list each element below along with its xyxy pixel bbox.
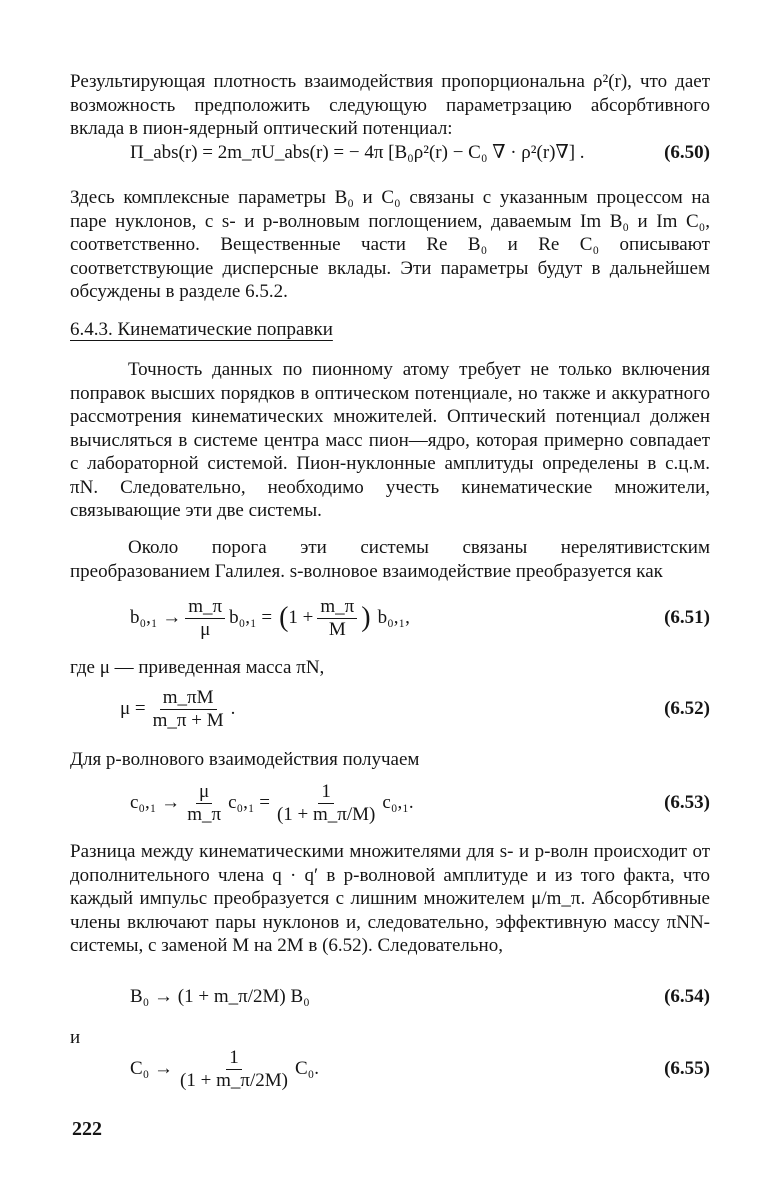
equation-6-52-number: (6.52): [664, 698, 710, 720]
equation-6-54: [70, 972, 710, 1022]
eq655-part-e: C₀.: [294, 1058, 320, 1080]
equation-6-52: [70, 680, 710, 738]
eq651-open-paren: (: [272, 602, 289, 633]
page-number: 222: [72, 1118, 102, 1140]
eq652-numerator: m_πM: [160, 687, 217, 710]
eq651-part-e: b₀,₁,: [377, 607, 410, 629]
eq651-part-b: b₀,₁ =: [229, 607, 273, 629]
equation-6-55-number: (6.55): [664, 1058, 710, 1080]
eq652-part-a: μ =: [120, 698, 146, 720]
eq651-f1-denominator: μ: [200, 618, 211, 640]
equation-6-54-body: B₀ → (1 + m_π/2M) B₀: [130, 986, 310, 1008]
eq653-part-b: c₀,₁ =: [228, 792, 270, 814]
eq651-fraction-2: [317, 596, 357, 641]
eq651-f2-numerator: m_π: [317, 596, 357, 619]
eq653-fraction-2: [274, 781, 378, 826]
eq651-f2-denominator: M: [328, 618, 346, 640]
equation-6-52-body: [120, 687, 235, 732]
eq653-f2-numerator: 1: [318, 781, 334, 804]
paragraph-3: Точность данных по пионному атому требует не только включения поправок высших порядков в оптическом потенциале, но также и аккуратного рассмотрения кинематических множителей. Оптический потенциал должен вычисляться в системе центра масс пион—ядро, которая примерно совпадает с лабораторной системой. Пион-нуклонные амплитуды определены в с.ц.м. πN. Следовательно, необходимо учесть кинематические множители, связывающие эти две системы.: [70, 359, 710, 521]
eq653-part-a: c₀,₁ →: [130, 792, 181, 814]
conjunction-and: и: [70, 1027, 81, 1048]
eq653-part-e: c₀,₁.: [382, 792, 414, 814]
equation-6-51-number: (6.51): [664, 607, 710, 629]
section-heading: 6.4.3. Кинематические поправки: [70, 319, 333, 340]
eq653-f1-numerator: μ: [196, 781, 212, 804]
equation-6-50-body: Π_abs(r) = 2m_πU_abs(r) = − 4π [B₀ρ²(r) − C₀ ∇ · ρ²(r)∇] .: [130, 142, 585, 164]
equation-6-53: [70, 774, 710, 832]
eq651-fraction-1: [185, 596, 225, 641]
paragraph-6: Для p-волнового взаимодействия получаем: [70, 749, 420, 770]
equation-6-55-body: [130, 1047, 319, 1092]
eq655-fraction: [177, 1047, 291, 1092]
eq651-part-c: 1 +: [288, 607, 314, 629]
eq651-close-paren: ): [361, 602, 378, 633]
equation-6-51-body: [130, 596, 410, 641]
equation-6-54-number: (6.54): [664, 986, 710, 1008]
eq655-numerator: 1: [226, 1047, 242, 1070]
paragraph-4: Около порога эти системы связаны нерелятивистским преобразованием Галилея. s-волновое взаимодействие преобразуется как: [70, 537, 710, 582]
equation-6-53-number: (6.53): [664, 792, 710, 814]
equation-6-51: [70, 588, 710, 648]
eq651-f1-numerator: m_π: [185, 596, 225, 619]
equation-6-53-body: [130, 781, 414, 826]
equation-6-55: [70, 1040, 710, 1098]
paragraph-2: Здесь комплексные параметры B₀ и C₀ связаны с указанным процессом на паре нуклонов, с s- и p-волновым поглощением, даваемым Im B₀ и Im C₀, соответственно. Вещественные части Re B₀ и Re C₀ описывают соответствующие дисперсные вклады. Эти параметры будут в дальнейшем обсуждены в разделе 6.5.2.: [70, 187, 710, 302]
paragraph-7: Разница между кинематическими множителями для s- и p-волн происходит от дополнительного члена q · q′ в p-волновой амплитуде и из того факта, что каждый импульс преобразуется с лишним множителем μ/m_π. Абсорбтивные члены включают пары нуклонов и, следовательно, эффективную массу πNN-системы, с заменой M на 2M в (6.52). Следовательно,: [70, 841, 710, 956]
equation-6-50: [70, 128, 710, 178]
eq651-part-a: b₀,₁ →: [130, 607, 182, 629]
eq655-part-a: C₀ →: [130, 1058, 174, 1080]
equation-6-50-number: (6.50): [664, 142, 710, 164]
eq655-denominator: (1 + m_π/2M): [180, 1069, 288, 1091]
eq653-f1-denominator: m_π: [187, 803, 222, 825]
eq652-fraction: [150, 687, 227, 732]
eq652-part-e: .: [230, 698, 236, 720]
eq652-denominator: m_π + M: [152, 709, 224, 731]
paragraph-5: где μ — приведенная масса πN,: [70, 657, 325, 678]
eq653-f2-denominator: (1 + m_π/M): [276, 803, 376, 825]
paragraph-1: Результирующая плотность взаимодействия пропорциональна ρ²(r), что дает возможность предположить следующую параметрзацию абсорбтивного вклада в пион-ядерный оптический потенциал:: [70, 71, 710, 139]
eq653-fraction-1: [184, 781, 224, 826]
